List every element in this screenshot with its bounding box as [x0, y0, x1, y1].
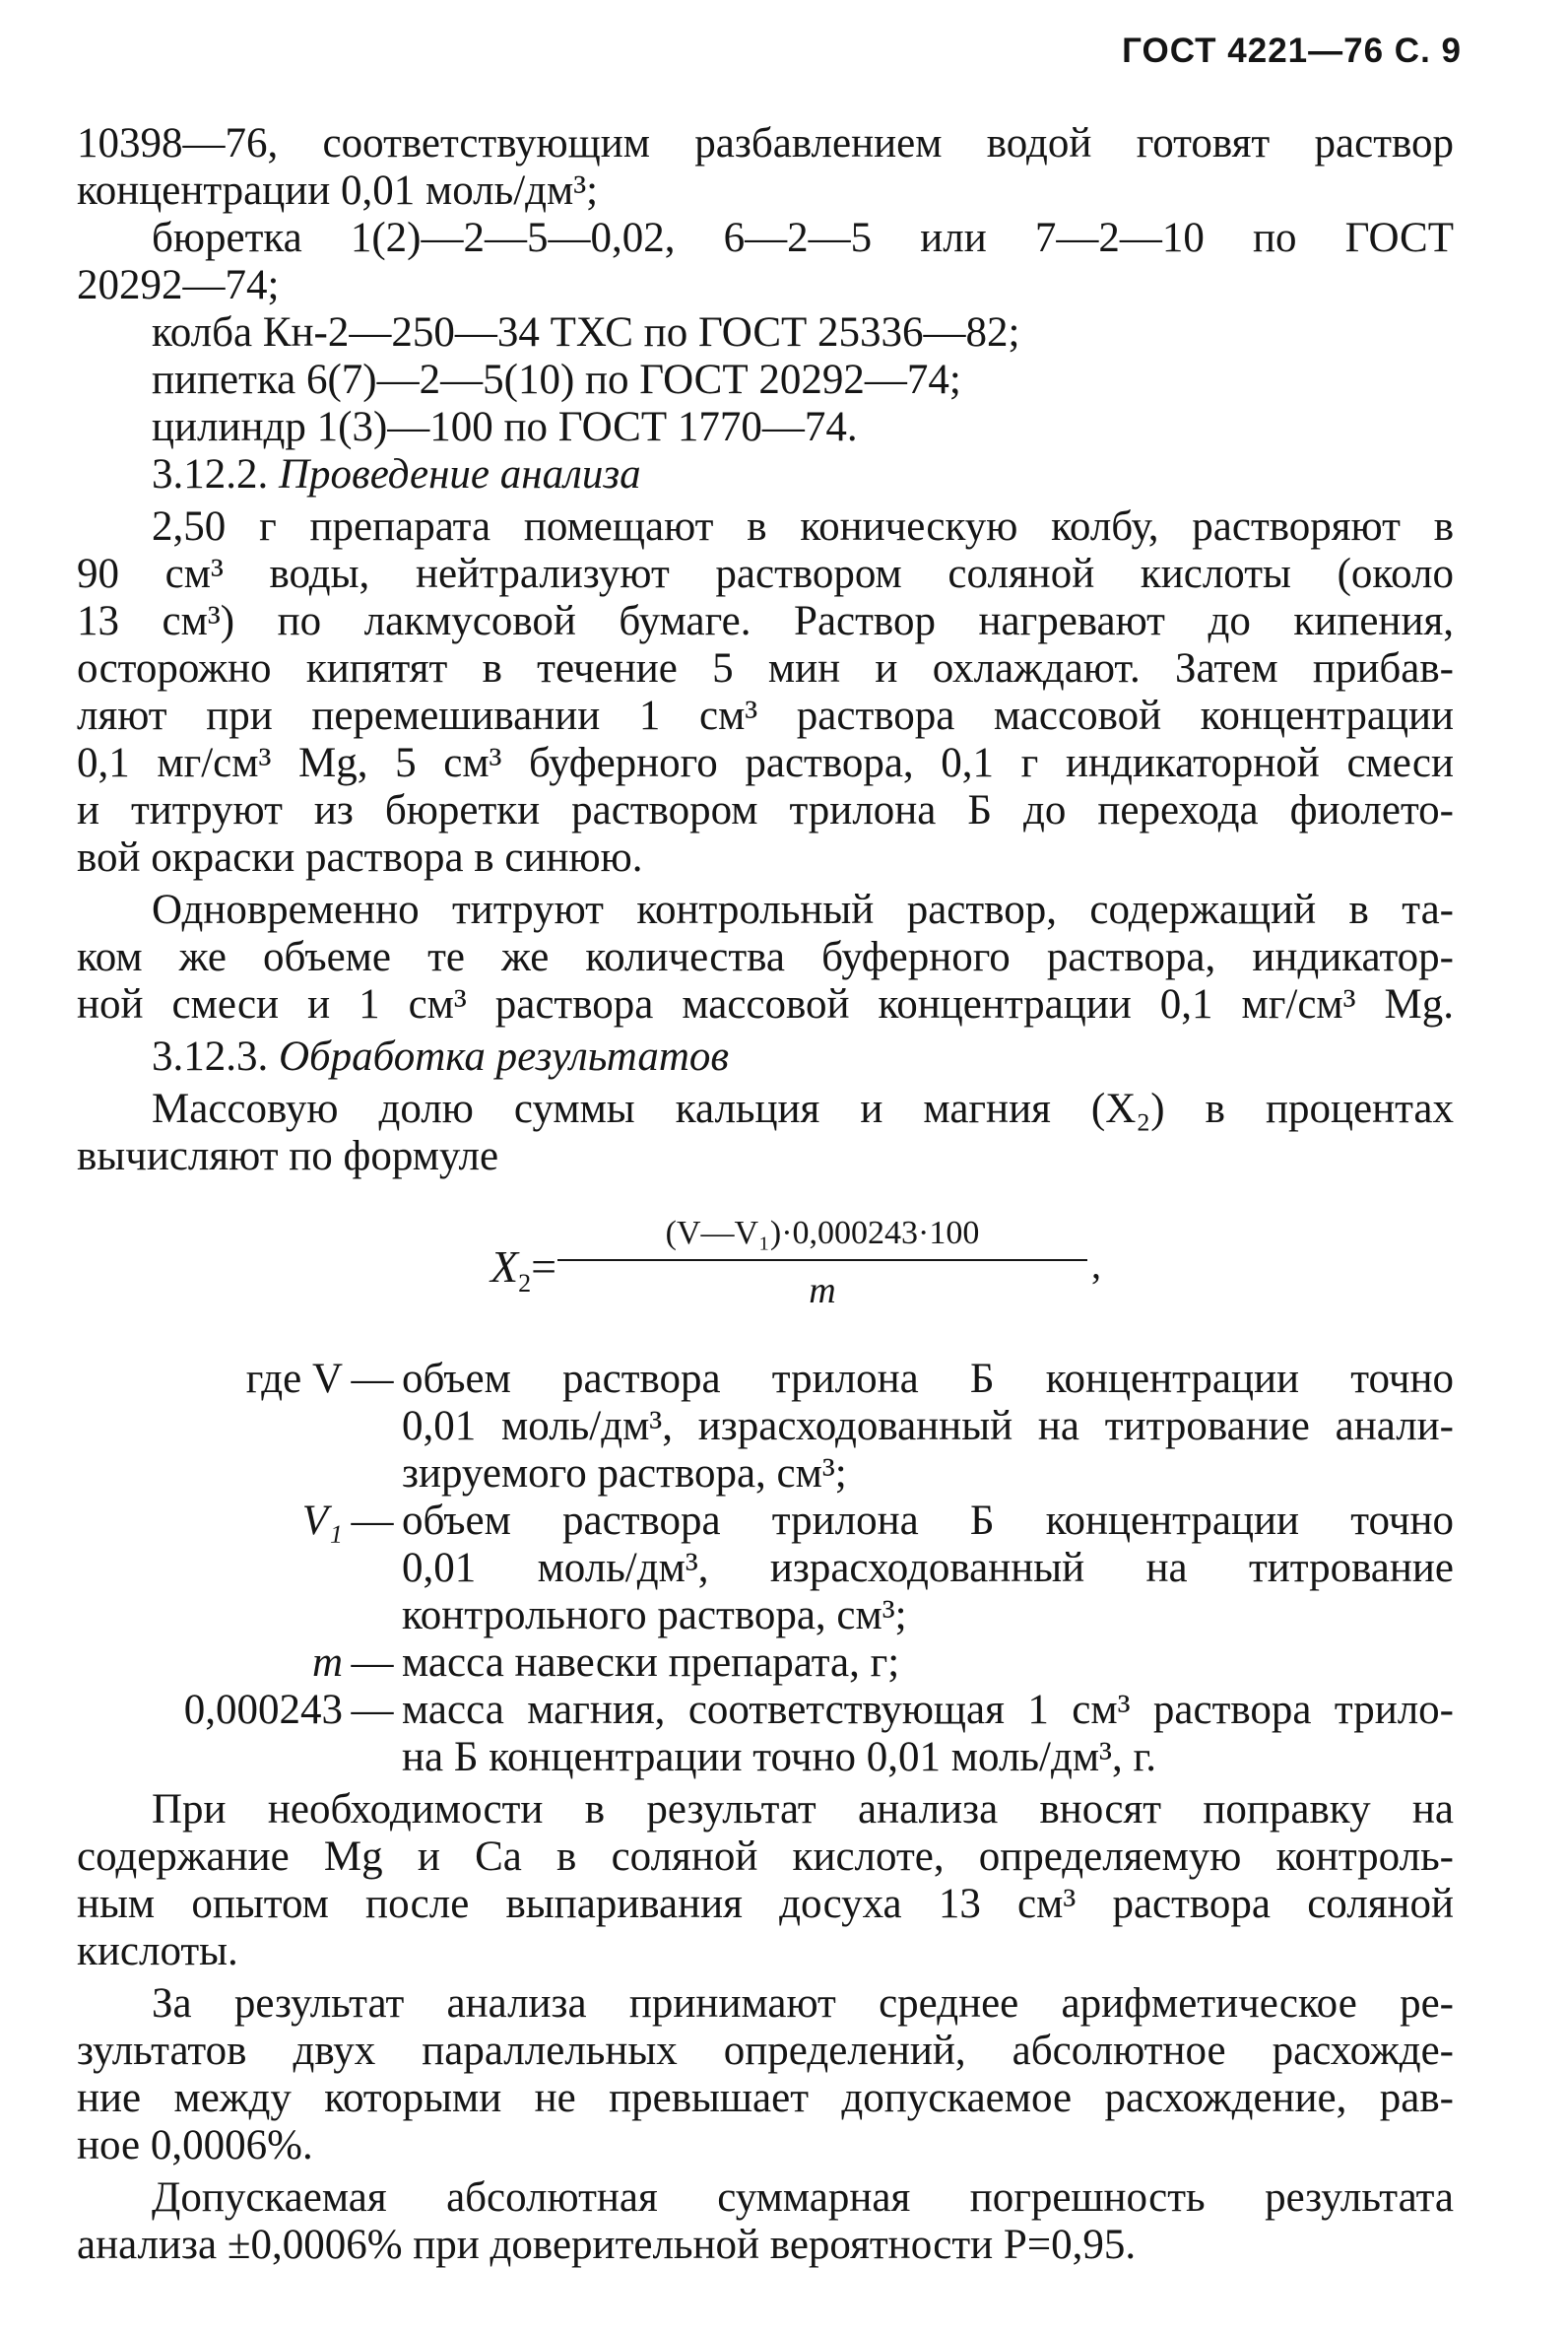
- text-line: осторожно кипятят в течение 5 мин и охлаждают. Затем прибав-: [77, 645, 1454, 692]
- document-body: [77, 120, 1454, 2269]
- definition-text: [402, 1687, 1454, 1781]
- text-line: вычисляют по формуле: [77, 1133, 499, 1179]
- text-line: 0,01 моль/дм³, израсходованный на титрование анали-: [402, 1403, 1454, 1449]
- definition-dash: —: [351, 1356, 394, 1402]
- section-title: Проведение анализа: [279, 451, 641, 498]
- section-number: 3.12.2.: [152, 451, 279, 498]
- text-line: 0,1 мг/см³ Mg, 5 см³ буферного раствора, 0,1 г индикаторной смеси: [77, 740, 1454, 786]
- text-line: ляют при перемешивании 1 см³ раствора массовой концентрации: [77, 693, 1454, 739]
- text-line: 90 см³ воды, нейтрализуют раствором соляной кислоты (около: [77, 551, 1454, 597]
- definition-dash: —: [351, 1687, 394, 1733]
- text-line: пипетка 6(7)—2—5(10) по ГОСТ 20292—74;: [152, 357, 961, 403]
- definition-row: [77, 1356, 1454, 1498]
- fraction-bar: [557, 1259, 1087, 1261]
- text-line: Допускаемая абсолютная суммарная погрешность результата: [152, 2174, 1454, 2221]
- formula-equals: =: [531, 1241, 557, 1292]
- text-line: объем раствора трилона Б концентрации точно: [402, 1356, 1454, 1402]
- text-line: кислоты.: [77, 1928, 238, 1974]
- text-line: ком же объеме те же количества буферного раствора, индикатор-: [77, 934, 1454, 980]
- text-line: ное 0,0006%.: [77, 2122, 313, 2168]
- section-heading-3-12-2: [77, 451, 1454, 499]
- text-line: колба Кн-2—250—34 ТХС по ГОСТ 25336—82;: [152, 309, 1020, 356]
- definition-dash: —: [351, 1498, 394, 1544]
- formula-comma: ,: [1091, 1242, 1101, 1287]
- definition-term: 0,000243: [183, 1687, 343, 1733]
- section-title: Обработка результатов: [279, 1033, 730, 1080]
- formula-subscript: 2: [518, 1269, 532, 1299]
- formula-numerator: (V—V₁)·0,000243·100: [665, 1215, 980, 1251]
- text-line: содержание Mg и Ca в соляной кислоте, определяемую контроль-: [77, 1833, 1454, 1880]
- definition-term: m: [311, 1639, 343, 1686]
- text-line: За результат анализа принимают среднее арифметическое ре-: [152, 1980, 1454, 2027]
- section-heading-3-12-3: [77, 1033, 1454, 1081]
- definition-row: [77, 1498, 1454, 1639]
- text-line: 20292—74;: [77, 262, 280, 308]
- text-line: Одновременно титруют контрольный раствор, содержащий в та-: [152, 887, 1454, 933]
- text-line: цилиндр 1(3)—100 по ГОСТ 1770—74.: [152, 404, 858, 450]
- page-header: ГОСТ 4221—76 С. 9: [1122, 32, 1462, 70]
- text-line: анализа ±0,0006% при доверительной вероятности P=0,95.: [77, 2222, 1137, 2268]
- formula-lhs: [490, 1243, 556, 1307]
- definition-row: [77, 1639, 1454, 1687]
- text-line: зируемого раствора, см³;: [402, 1450, 847, 1497]
- formula-denominator: m: [809, 1270, 836, 1311]
- formula-variable: X: [490, 1241, 519, 1292]
- formula-fraction: [557, 1212, 1087, 1314]
- text-line: и титруют из бюретки раствором трилона Б до перехода фиолето-: [77, 787, 1454, 833]
- text-line: 10398—76, соответствующим разбавлением водой готовят раствор: [77, 120, 1454, 167]
- text-line: вой окраски раствора в синюю.: [77, 834, 643, 881]
- text-line: ным опытом после выпаривания досуха 13 см³ раствора соляной: [77, 1881, 1454, 1927]
- text-line: ной смеси и 1 см³ раствора массовой концентрации 0,1 мг/см³ Mg.: [77, 981, 1454, 1028]
- text-line: бюретка 1(2)—2—5—0,02, 6—2—5 или 7—2—10 по ГОСТ: [152, 215, 1454, 261]
- text-line: концентрации 0,01 моль/дм³;: [77, 167, 599, 214]
- text-line: ние между которыми не превышает допускаемое расхождение, рав-: [77, 2075, 1454, 2121]
- section-number: 3.12.3.: [152, 1033, 279, 1080]
- text-line: 2,50 г препарата помещают в коническую колбу, растворяют в: [152, 503, 1454, 550]
- text-line: масса навески препарата, г;: [402, 1639, 900, 1686]
- definition-text: [402, 1639, 1454, 1687]
- text-line: 13 см³) по лакмусовой бумаге. Раствор нагревают до кипения,: [77, 598, 1454, 644]
- text-line: зультатов двух параллельных определений, абсолютное расхожде-: [77, 2028, 1454, 2074]
- formula-x2: [77, 1194, 1454, 1352]
- text-line: масса магния, соответствующая 1 см³ раствора трило-: [402, 1687, 1454, 1733]
- definition-term: где V: [245, 1356, 343, 1402]
- definition-text: [402, 1356, 1454, 1498]
- text-line: 0,01 моль/дм³, израсходованный на титрование: [402, 1545, 1454, 1591]
- text-line: Массовую долю суммы кальция и магния (X₂) в процентах: [152, 1086, 1454, 1132]
- text-line: на Б концентрации точно 0,01 моль/дм³, г.: [402, 1734, 1156, 1780]
- definition-term: V₁: [301, 1498, 343, 1544]
- definition-dash: —: [351, 1639, 394, 1686]
- definition-text: [402, 1498, 1454, 1639]
- text-line: контрольного раствора, см³;: [402, 1592, 907, 1638]
- text-line: При необходимости в результат анализа вносят поправку на: [152, 1786, 1454, 1833]
- text-line: объем раствора трилона Б концентрации точно: [402, 1498, 1454, 1544]
- definitions-list: [77, 1356, 1454, 1781]
- definition-row: [77, 1687, 1454, 1781]
